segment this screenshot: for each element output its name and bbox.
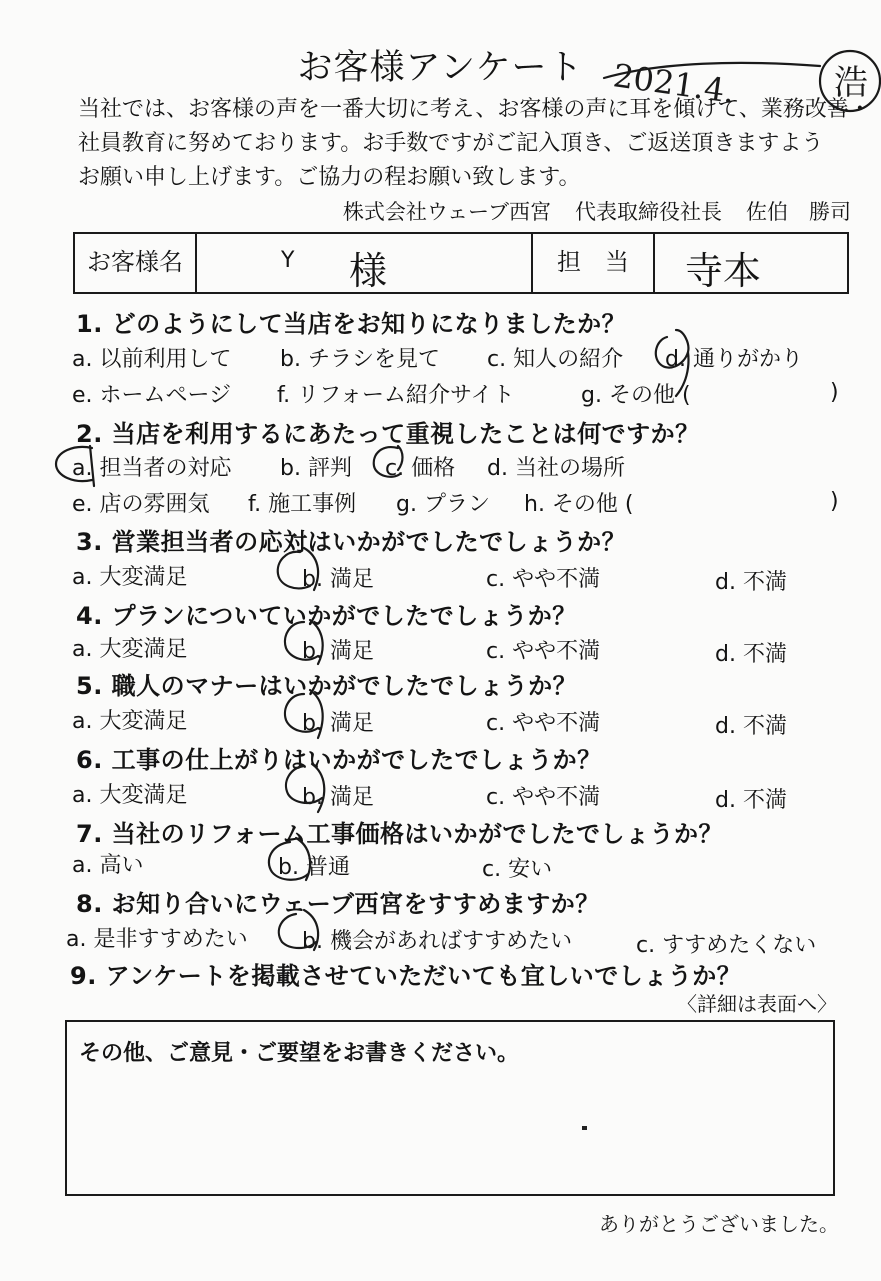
- company-name: 株式会社ウェーブ西宮: [342, 200, 551, 224]
- q2-option-a[interactable]: a. 担当者の対応: [72, 456, 232, 481]
- q2-option-g[interactable]: g. プラン: [396, 492, 490, 517]
- q4-option-d[interactable]: d. 不満: [715, 642, 787, 667]
- q8-option-b[interactable]: b. 機会があればすすめたい: [302, 929, 573, 954]
- q7-option-b[interactable]: b. 普通: [278, 855, 350, 880]
- q8-circle-mark: [279, 910, 318, 950]
- staff-label: 担 当: [533, 234, 655, 292]
- q5-option-b[interactable]: b. 満足: [302, 711, 374, 736]
- intro-line-2: 社員教育に努めております。お手数ですがご記入頂き、ご返送頂きますよう: [78, 131, 824, 156]
- detail-note: 〈詳細は表面へ〉: [677, 992, 837, 1016]
- q4-circle-mark: [285, 620, 323, 664]
- q3-option-a[interactable]: a. 大変満足: [72, 565, 188, 590]
- handwritten-date: 2021.4.: [610, 56, 738, 111]
- comments-label: その他、ご意見・ご要望をお書きください。: [79, 1041, 520, 1066]
- customer-initial: Y: [281, 248, 295, 273]
- q5-option-d[interactable]: d. 不満: [715, 714, 787, 739]
- q4-option-a[interactable]: a. 大変満足: [72, 637, 188, 662]
- question-1: 1. どのようにして当店をお知りになりましたか？: [76, 310, 627, 338]
- q2c-circle-mark: [374, 446, 403, 477]
- question-7: 7. 当社のリフォーム工事価格はいかがでしたでしょうか？: [76, 820, 723, 848]
- q1-circle-mark: [656, 330, 689, 396]
- customer-name-label: お客様名: [75, 234, 197, 292]
- question-3: 3. 営業担当者の応対はいかがでしたでしょうか？: [76, 528, 627, 556]
- q2-paren-close: ): [830, 489, 839, 514]
- q3-option-c[interactable]: c. やや不満: [486, 567, 601, 592]
- thanks-text: ありがとうございました。: [599, 1212, 839, 1236]
- q3-circle-mark: [278, 548, 318, 590]
- question-6: 6. 工事の仕上がりはいかがでしたでしょうか？: [76, 746, 602, 774]
- q7-option-c[interactable]: c. 安い: [482, 857, 553, 882]
- q2-option-e[interactable]: e. 店の雰囲気: [72, 492, 210, 517]
- q2a-circle-mark: [56, 446, 94, 486]
- q2-option-h[interactable]: h. その他 (: [524, 492, 634, 517]
- q2-option-b[interactable]: b. 評判: [280, 456, 352, 481]
- q7-option-a[interactable]: a. 高い: [72, 853, 144, 878]
- question-2: 2. 当店を利用するにあたって重視したことは何ですか？: [76, 420, 700, 448]
- staff-name: 寺本: [685, 249, 762, 293]
- q1-option-b[interactable]: b. チラシを見て: [280, 347, 440, 372]
- q1-option-g[interactable]: g. その他 (: [581, 383, 691, 408]
- q2-option-d[interactable]: d. 当社の場所: [487, 456, 625, 481]
- q8-option-a[interactable]: a. 是非すすめたい: [66, 927, 248, 952]
- q6-option-c[interactable]: c. やや不満: [486, 785, 601, 810]
- q1-option-c[interactable]: c. 知人の紹介: [487, 347, 624, 372]
- question-8: 8. お知り合いにウェーブ西宮をすすめますか？: [76, 890, 600, 918]
- q3-option-b[interactable]: b. 満足: [302, 567, 374, 592]
- intro-line-3: お願い申し上げます。ご協力の程お願い致します。: [78, 165, 581, 190]
- q2-option-f[interactable]: f. 施工事例: [248, 492, 357, 517]
- company-person: 佐伯 勝司: [746, 200, 851, 224]
- company-role: 代表取締役社長: [575, 200, 722, 224]
- q2-option-c[interactable]: c. 価格: [385, 456, 456, 481]
- q4-option-c[interactable]: c. やや不満: [486, 639, 601, 664]
- q1-option-a[interactable]: a. 以前利用して: [72, 347, 232, 372]
- question-4: 4. プランについていかがでしたでしょうか？: [76, 602, 577, 630]
- customer-suffix: 様: [349, 249, 388, 293]
- q7-circle-mark: [269, 838, 310, 880]
- seal-char: 浩: [834, 63, 868, 103]
- q1-option-f[interactable]: f. リフォーム紹介サイト: [277, 383, 515, 408]
- q4-option-b[interactable]: b. 満足: [302, 639, 374, 664]
- q1-option-e[interactable]: e. ホームページ: [72, 383, 232, 408]
- q6-option-b[interactable]: b. 満足: [302, 785, 374, 810]
- q3-option-d[interactable]: d. 不満: [715, 570, 787, 595]
- q1-option-d[interactable]: d. 通りがかり: [665, 347, 803, 372]
- q8-option-c[interactable]: c. すすめたくない: [636, 933, 817, 958]
- page-title: お客様アンケート: [297, 48, 584, 88]
- q6-option-a[interactable]: a. 大変満足: [72, 783, 188, 808]
- q6-circle-mark: [286, 764, 324, 812]
- q6-option-d[interactable]: d. 不満: [715, 788, 787, 813]
- q1-paren-close: ): [830, 380, 839, 405]
- question-5: 5. 職人のマナーはいかがでしたでしょうか？: [76, 672, 578, 700]
- intro-line-1: 当社では、お客様の声を一番大切に考え、お客様の声に耳を傾けて、業務改善・: [78, 97, 871, 122]
- question-9: 9. アンケートを掲載させていただいても宜しいでしょうか？: [70, 962, 742, 990]
- q5-option-a[interactable]: a. 大変満足: [72, 709, 188, 734]
- q5-circle-mark: [285, 690, 323, 738]
- q5-option-c[interactable]: c. やや不満: [486, 711, 601, 736]
